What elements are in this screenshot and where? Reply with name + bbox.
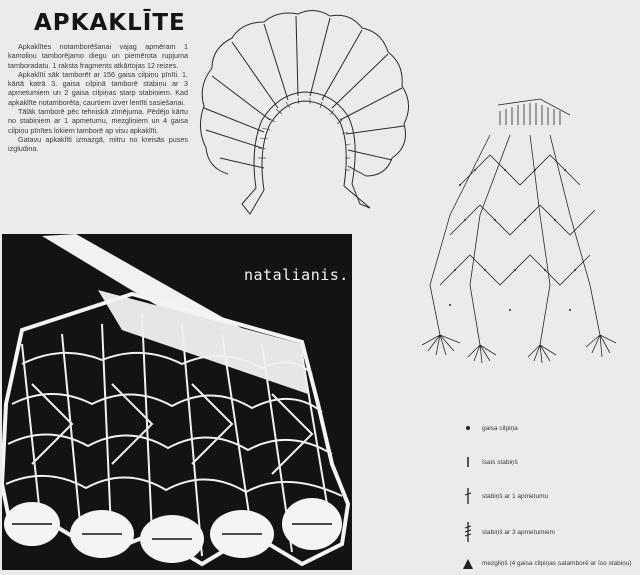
double-crochet-icon <box>458 486 478 506</box>
chain-dot-icon <box>458 418 478 438</box>
instructions-paragraph: Apkaklītes notamborēšanai vajag apmēram 1 kamoliņu tamborējamo diegu un piemērota rupjuma tamboradatu. 1 raksta fragments atkārtojas 12 reizes. <box>8 42 188 70</box>
crochet-stitch-chart <box>420 95 620 365</box>
legend-item <box>458 452 518 472</box>
picot-triangle-icon <box>458 554 478 574</box>
legend-label: īsais stabiņš <box>482 458 518 466</box>
legend-label: stabiņš ar 3 apmetumiem <box>482 528 555 536</box>
triple-crochet-icon <box>458 522 478 542</box>
watermark-text: natalianis. <box>244 266 349 284</box>
crochet-lace-image <box>2 234 352 570</box>
legend-label: stabiņš ar 1 apmetumu <box>482 492 549 500</box>
instructions-paragraph: Gatavu apkaklīti izmazgā, mitru no kreisās puses izgludina. <box>8 134 188 154</box>
collar-outline-diagram <box>190 8 420 233</box>
legend-label: mezgliņš (4 gaisa cilpiņas satamborē ar īso stabiņu) <box>482 560 632 567</box>
slip-stitch-icon <box>458 452 478 472</box>
instructions-paragraph: Apkaklīti sāk tamborēt ar 156 gaisa cilpiņu pīnīti. 1. kārtā katrā 3. gaisa cilpiņā tamborē stabiņu ar 3 apmetumiem un 2 gaisa cilpiņas starp stabiņiem. Kad apkaklīte notamborēta, caurtiem izver lentīti sasiešanai. <box>8 69 188 107</box>
collar-photo <box>2 234 352 570</box>
legend-item <box>458 522 555 542</box>
legend-item <box>458 486 548 506</box>
instructions-paragraph: Tālāk tamborē pēc tehniskā zīmējuma. Pēdējo kārtu no stabiņiem ar 1 apmetumu, mezgliņiem un 4 gaisa cilpiņu pīnītes lokiem tamborē ap visu apkaklīti. <box>8 107 188 135</box>
instructions-text <box>8 42 188 154</box>
legend-label: gaisa cilpiņa <box>482 424 518 432</box>
legend-item <box>458 554 638 574</box>
legend-item <box>458 418 518 438</box>
page-title: APKAKLĪTE <box>34 10 186 36</box>
